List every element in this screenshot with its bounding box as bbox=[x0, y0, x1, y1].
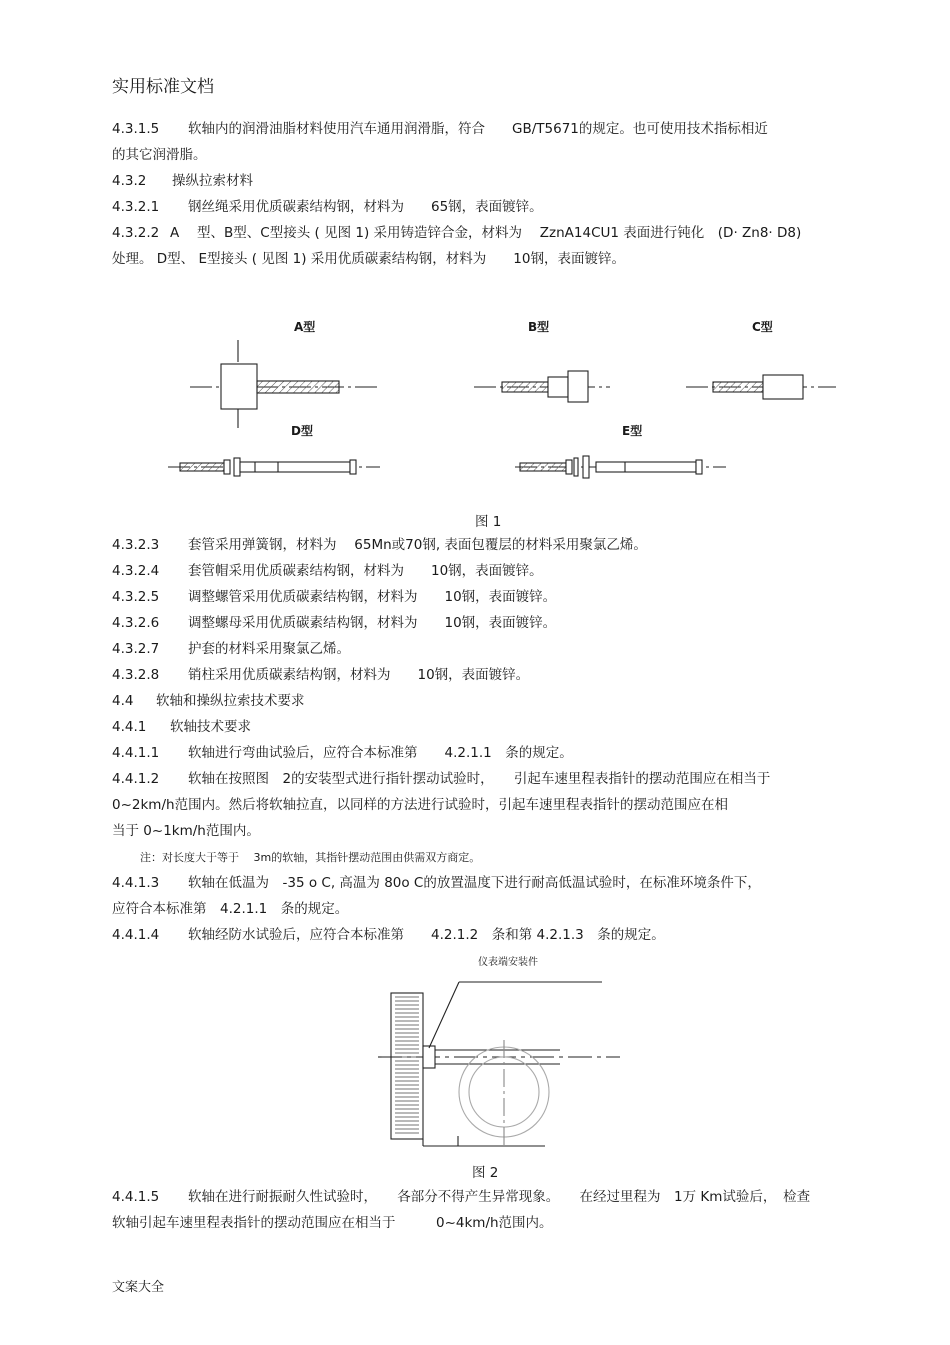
clause-text: 软轴技术要求 bbox=[170, 719, 251, 735]
clause-text: 软轴经防水试验后，应符合本标准第 4.2.1.2 条和第 4.2.1.3 条的规定。 bbox=[188, 927, 665, 943]
clause-text: 软轴内的润滑油脂材料使用汽车通用润滑脂，符合 GB/T5671的规定。也可使用技术指标相近 bbox=[188, 121, 768, 137]
paragraph-4-3-2-7 bbox=[112, 640, 862, 658]
figure1-caption: 图 1 bbox=[475, 514, 502, 530]
clause-text: 软轴在低温为 -35 o C, 高温为 80o C的放置温度下进行耐高低温试验时，在标准环境条件下， bbox=[188, 875, 761, 891]
clause-text: 软轴进行弯曲试验后，应符合本标准第 4.2.1.1 条的规定。 bbox=[188, 745, 573, 761]
clause-text: 套管帽采用优质碳素结构钢，材料为 10钢，表面镀锌。 bbox=[188, 563, 543, 579]
figure1-label-a: A型 bbox=[294, 320, 316, 334]
paragraph-4-4-1 bbox=[112, 718, 862, 736]
clause-text: 护套的材料采用聚氯乙烯。 bbox=[188, 641, 350, 657]
clause-number: 4.3.2 bbox=[112, 173, 147, 189]
figure2-drawing bbox=[378, 982, 620, 1146]
fitting-d-shape bbox=[168, 458, 380, 476]
clause-number: 4.3.1.5 bbox=[112, 121, 160, 137]
figure1-label-d: D型 bbox=[291, 424, 313, 438]
clause-text: 当于 0~1km/h范围内。 bbox=[112, 823, 260, 839]
paragraph-4-3-2-5 bbox=[112, 588, 862, 606]
clause-text: 0~2km/h范围内。然后将软轴拉直，以同样的方法进行试验时，引起车速里程表指针的摆动范围应在相 bbox=[112, 797, 729, 813]
paragraph-4-4-1-3 bbox=[112, 874, 862, 892]
paragraph-4-4-1-1 bbox=[112, 744, 862, 762]
paragraph-4-3-2-4 bbox=[112, 562, 862, 580]
clause-number: 4.3.2.7 bbox=[112, 641, 160, 657]
paragraph-4-4 bbox=[112, 692, 862, 710]
clause-text: 软轴和操纵拉索技术要求 bbox=[156, 693, 305, 709]
figure2-caption: 图 2 bbox=[472, 1165, 499, 1181]
clause-number: 4.4.1.3 bbox=[112, 875, 160, 891]
figure1-label-e: E型 bbox=[622, 424, 643, 438]
page-footer: 文案大全 bbox=[112, 1280, 165, 1295]
fitting-c-shape bbox=[686, 375, 836, 399]
clause-number: 4.3.2.6 bbox=[112, 615, 160, 631]
clause-number: 4.4.1.1 bbox=[112, 745, 160, 761]
fitting-b-shape bbox=[474, 371, 610, 402]
paragraph-4-4-1-4 bbox=[112, 926, 862, 944]
clause-text: 套管采用弹簧钢，材料为 65Mn或70钢, 表面包覆层的材料采用聚氯乙烯。 bbox=[188, 537, 647, 553]
clause-number: 4.3.2.8 bbox=[112, 667, 160, 683]
note: 注：对长度大于等于 3m的软轴，其指针摆动范围由供需双方商定。 bbox=[140, 851, 481, 864]
clause-text: 软轴引起车速里程表指针的摆动范围应在相当于 0~4km/h范围内。 bbox=[112, 1215, 553, 1231]
paragraph-4-4-1-2 bbox=[112, 770, 862, 788]
fitting-e-shape bbox=[515, 456, 726, 478]
clause-number: 4.4 bbox=[112, 693, 134, 709]
clause-text: 钢丝绳采用优质碳素结构钢，材料为 65钢，表面镀锌。 bbox=[188, 199, 543, 215]
clause-text: 销柱采用优质碳素结构钢，材料为 10钢，表面镀锌。 bbox=[188, 667, 530, 683]
clause-text: 调整螺管采用优质碳素结构钢，材料为 10钢，表面镀锌。 bbox=[188, 589, 557, 605]
clause-text: 应符合本标准第 4.2.1.1 条的规定。 bbox=[112, 901, 349, 917]
paragraph-4-3-2-6 bbox=[112, 614, 862, 632]
clause-number: 4.4.1.2 bbox=[112, 771, 160, 787]
paragraph-continuation bbox=[112, 1214, 862, 1232]
clause-number: 4.3.2.1 bbox=[112, 199, 160, 215]
clause-text: 调整螺母采用优质碳素结构钢，材料为 10钢，表面镀锌。 bbox=[188, 615, 557, 631]
paragraph-4-3-2-3 bbox=[112, 536, 862, 554]
clause-text: 软轴在进行耐振耐久性试验时， 各部分不得产生异常现象。 在经过里程为 1万 Km试验后， 检查 bbox=[188, 1189, 811, 1205]
clause-text: 处理。 D型、 E型接头 ( 见图 1) 采用优质碳素结构钢，材料为 10钢，表面镀锌。 bbox=[112, 251, 625, 267]
clause-number: 4.3.2.4 bbox=[112, 563, 160, 579]
clause-number: 4.4.1.5 bbox=[112, 1189, 160, 1205]
paragraph-4-4-1-5 bbox=[112, 1188, 862, 1206]
clause-text: 的其它润滑脂。 bbox=[112, 147, 207, 163]
paragraph-4-3-2-8 bbox=[112, 666, 862, 684]
clause-number: 4.3.2.3 bbox=[112, 537, 160, 553]
figure2-callout: 仪表端安装件 bbox=[478, 957, 538, 968]
fitting-a-shape bbox=[190, 340, 380, 432]
paragraph-continuation bbox=[112, 796, 862, 814]
clause-number: 4.3.2.5 bbox=[112, 589, 160, 605]
clause-text: 操纵拉索材料 bbox=[172, 173, 253, 189]
page-header: 实用标准文档 bbox=[112, 77, 214, 97]
clause-number: 4.3.2.2 bbox=[112, 225, 160, 241]
clause-number: 4.4.1.4 bbox=[112, 927, 160, 943]
clause-number: 4.4.1 bbox=[112, 719, 147, 735]
figure1-label-c: C型 bbox=[752, 320, 773, 334]
paragraph-continuation bbox=[112, 822, 862, 840]
figure1-label-b: B型 bbox=[528, 320, 550, 334]
clause-text: A 型、B型、C型接头 ( 见图 1) 采用铸造锌合金，材料为 ZznA14CU1 表面进行钝化 (D· Zn8· D8) bbox=[170, 225, 802, 241]
paragraph-continuation bbox=[112, 900, 862, 918]
clause-text: 软轴在按照图 2的安装型式进行指针摆动试验时， 引起车速里程表指针的摆动范围应在相当于 bbox=[188, 771, 771, 787]
